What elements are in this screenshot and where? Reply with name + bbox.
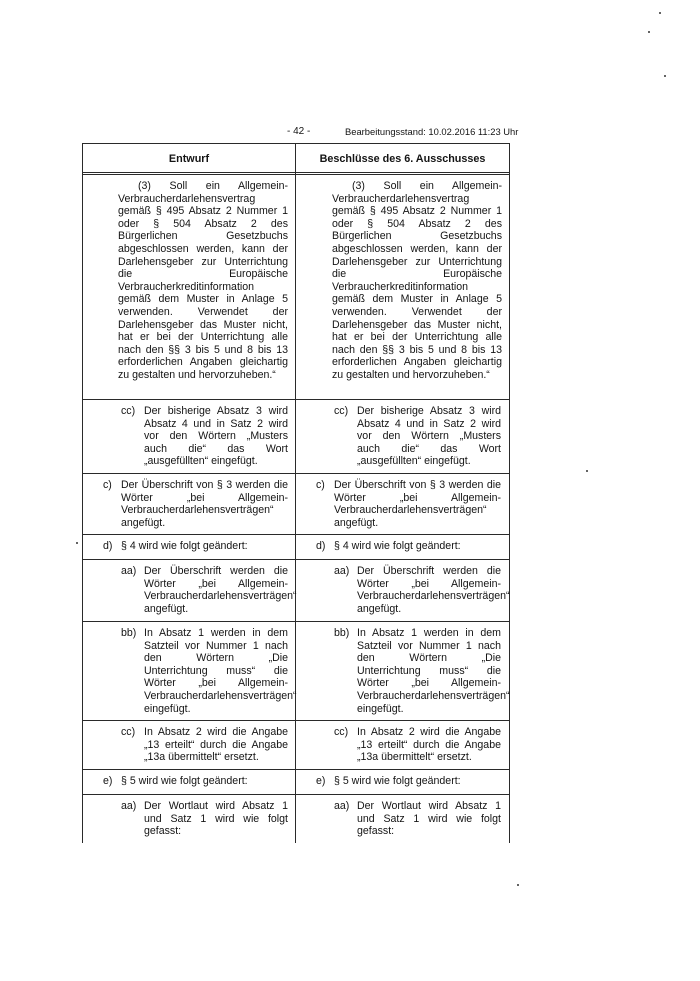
table-row xyxy=(83,770,509,795)
row-label-right: cc) xyxy=(334,726,349,738)
row-text-left: Der Wortlaut wird Absatz 1 und Satz 1 wird wie folgt gefasst: xyxy=(144,800,288,838)
row-label-right: cc) xyxy=(334,405,349,417)
row-text-right: § 5 wird wie folgt geändert: xyxy=(334,775,461,787)
row-label-right: bb) xyxy=(334,627,350,639)
row-text-left: Der bisherige Absatz 3 wird Absatz 4 und in Satz 2 wird vor den Wörtern „Musters auch die“ das Wort „ausgefüllten“ eingefügt. xyxy=(144,405,288,468)
table-row xyxy=(83,535,509,560)
row-text-left: (3) Soll ein Allgemein-Verbraucherdarlehensvertrag gemäß § 495 Absatz 2 Nummer 1 oder § 504 Absatz 2 des Bürgerlichen Gesetzbuchs abgeschlossen werden, kann der Darlehensgeber zur Unterrichtung die Europäische Verbraucherkreditinformation gemäß dem Muster in Anlage 5 verwenden. Verwendet der Darlehensgeber das Muster nicht, hat er bei der Unterrichtung alle nach den §§ 3 bis 5 und 8 bis 13 erforderlichen Angaben gleichartig zu gestalten und hervorzuheben.“ xyxy=(118,180,288,381)
row-text-right: (3) Soll ein Allgemein-Verbraucherdarlehensvertrag gemäß § 495 Absatz 2 Nummer 1 oder § 504 Absatz 2 des Bürgerlichen Gesetzbuchs abgeschlossen werden, kann der Darlehensgeber zur Unterrichtung die Europäische Verbraucherkreditinformation gemäß dem Muster in Anlage 5 verwenden. Verwendet der Darlehensgeber das Muster nicht, hat er bei der Unterrichtung alle nach den §§ 3 bis 5 und 8 bis 13 erforderlichen Angaben gleichartig zu gestalten und hervorzuheben.“ xyxy=(332,180,502,381)
row-label-left: aa) xyxy=(121,800,137,812)
scan-speck xyxy=(659,12,661,14)
scan-speck xyxy=(517,884,519,886)
edit-status: Bearbeitungsstand: 10.02.2016 11:23 Uhr xyxy=(345,126,519,137)
row-label-right: d) xyxy=(316,540,326,552)
table-row xyxy=(83,400,509,474)
row-text-left: In Absatz 1 werden in dem Satzteil vor Nummer 1 nach den Wörtern „Die Unterrichtung muss“ die Wörter „bei Allgemein-Verbraucherdarlehensverträgen“ eingefügt. xyxy=(144,627,297,715)
row-label-left: e) xyxy=(103,775,113,787)
table-header-row xyxy=(83,144,509,175)
row-label-left: cc) xyxy=(121,405,136,417)
row-label-left: c) xyxy=(103,479,112,491)
row-text-left: Der Überschrift von § 3 werden die Wörter „bei Allgemein-Verbraucherdarlehensverträgen“ angefügt. xyxy=(121,479,288,529)
table-row xyxy=(83,622,509,721)
row-label-right: c) xyxy=(316,479,325,491)
row-text-right: In Absatz 1 werden in dem Satzteil vor Nummer 1 nach den Wörtern „Die Unterrichtung muss“ die Wörter „bei Allgemein-Verbraucherdarlehensverträgen“ eingefügt. xyxy=(357,627,510,715)
row-label-left: d) xyxy=(103,540,113,552)
scan-speck xyxy=(76,542,78,544)
scan-speck xyxy=(586,470,588,472)
row-label-left: aa) xyxy=(121,565,137,577)
table-row xyxy=(83,560,509,622)
row-text-right: Der Überschrift von § 3 werden die Wörter „bei Allgemein-Verbraucherdarlehensverträgen“ angefügt. xyxy=(334,479,501,529)
row-label-left: cc) xyxy=(121,726,136,738)
row-text-right: Der Überschrift werden die Wörter „bei Allgemein-Verbraucherdarlehensverträgen“ angefügt. xyxy=(357,565,510,615)
row-label-left: bb) xyxy=(121,627,137,639)
table-row xyxy=(83,795,509,843)
row-label-right: aa) xyxy=(334,800,350,812)
row-text-left: In Absatz 2 wird die Angabe „13 erteilt“ durch die Angabe „13a übermittelt“ ersetzt. xyxy=(144,726,288,764)
row-text-right: In Absatz 2 wird die Angabe „13 erteilt“ durch die Angabe „13a übermittelt“ ersetzt. xyxy=(357,726,501,764)
scan-speck xyxy=(648,31,650,33)
page-number: - 42 - xyxy=(287,126,311,137)
row-text-left: Der Überschrift werden die Wörter „bei Allgemein-Verbraucherdarlehensverträgen“ angefügt. xyxy=(144,565,297,615)
row-label-right: aa) xyxy=(334,565,350,577)
row-text-left: § 4 wird wie folgt geändert: xyxy=(121,540,248,552)
row-text-right: Der bisherige Absatz 3 wird Absatz 4 und in Satz 2 wird vor den Wörtern „Musters auch die“ das Wort „ausgefüllten“ eingefügt. xyxy=(357,405,501,468)
column-header-committee: Beschlüsse des 6. Ausschusses xyxy=(319,153,486,165)
table-row xyxy=(83,474,509,535)
column-header-draft: Entwurf xyxy=(168,153,210,165)
row-text-left: § 5 wird wie folgt geändert: xyxy=(121,775,248,787)
table-row xyxy=(83,721,509,770)
row-label-right: e) xyxy=(316,775,326,787)
scan-speck xyxy=(664,75,666,77)
row-text-right: § 4 wird wie folgt geändert: xyxy=(334,540,461,552)
table-row xyxy=(83,175,509,400)
synopsis-table xyxy=(82,143,510,843)
row-text-right: Der Wortlaut wird Absatz 1 und Satz 1 wird wie folgt gefasst: xyxy=(357,800,501,838)
